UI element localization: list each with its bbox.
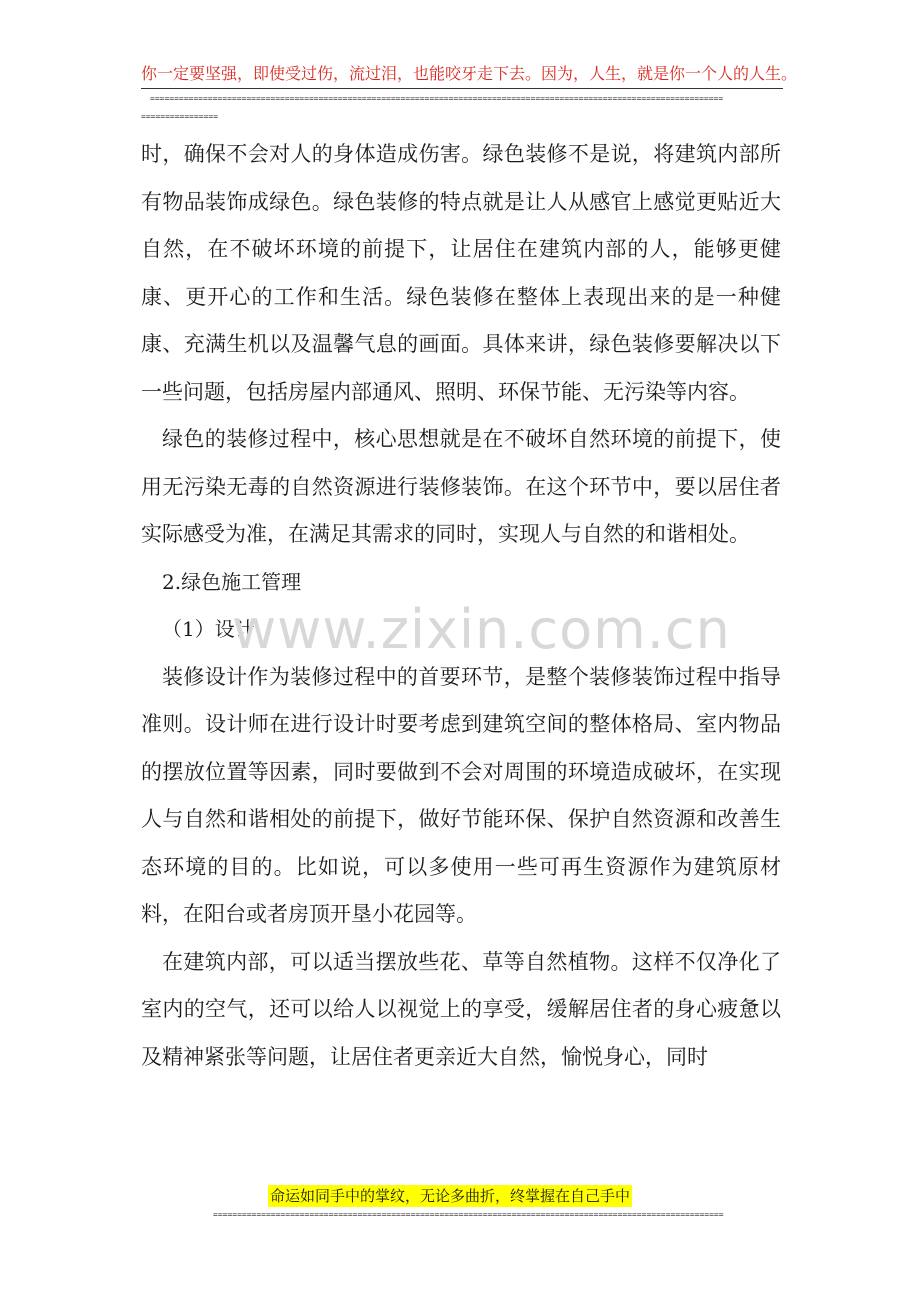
section-heading: 2.绿色施工管理 <box>162 569 302 594</box>
watermark: www.zixin.com.cn <box>232 598 731 661</box>
footer-motto: 命运如同手中的掌纹，无论多曲折，终掌握在自己手中 <box>270 1187 631 1205</box>
header-motto: 你一定要坚强，即使受过伤，流过泪，也能咬牙走下去。因为，人生，就是你一个人的人生。 <box>141 64 798 83</box>
subsection-heading: （1）设计 <box>162 617 255 641</box>
header-separator-line-continued: ================ <box>141 112 219 121</box>
header-separator-line: ======================================================================================================================= <box>150 94 724 103</box>
header-divider <box>141 88 783 89</box>
paragraph-core-idea: 绿色的装修过程中，核心思想就是在不破坏自然环境的前提下，使用无污染无毒的自然资源进行装修装饰。在这个环节中，要以居住者实际感受为准，在满足其需求的同时，实现人与自然的和谐相处。 <box>141 427 781 546</box>
footer-separator-line: ========================================================================================================== <box>213 1210 724 1219</box>
paragraph-continuation: 时，确保不会对人的身体造成伤害。绿色装修不是说，将建筑内部所有物品装饰成绿色。绿色装修的特点就是让人从感官上感觉更贴近大自然，在不破坏环境的前提下，让居住在建筑内部的人，能够更健康、更开心的工作和生活。绿色装修在整体上表现出来的是一种健康、充满生机以及温馨气息的画面。具体来讲，绿色装修要解决以下一些问题，包括房屋内部通风、照明、环保节能、无污染等内容。 <box>141 142 781 404</box>
paragraph-plants: 在建筑内部，可以适当摆放些花、草等自然植物。这样不仅净化了室内的空气，还可以给人以视觉上的享受，缓解居住者的身心疲惫以及精神紧张等问题，让居住者更亲近大自然，愉悦身心，同时 <box>141 949 781 1069</box>
paragraph-design: 装修设计作为装修过程中的首要环节，是整个装修装饰过程中指导准则。设计师在进行设计时要考虑到建筑空间的整体格局、室内物品的摆放位置等因素，同时要做到不会对周围的环境造成破坏，在实现人与自然和谐相处的前提下，做好节能环保、保护自然资源和改善生态环境的目的。比如说，可以多使用一些可再生资源作为建筑原材料，在阳台或者房顶开垦小花园等。 <box>141 664 781 926</box>
